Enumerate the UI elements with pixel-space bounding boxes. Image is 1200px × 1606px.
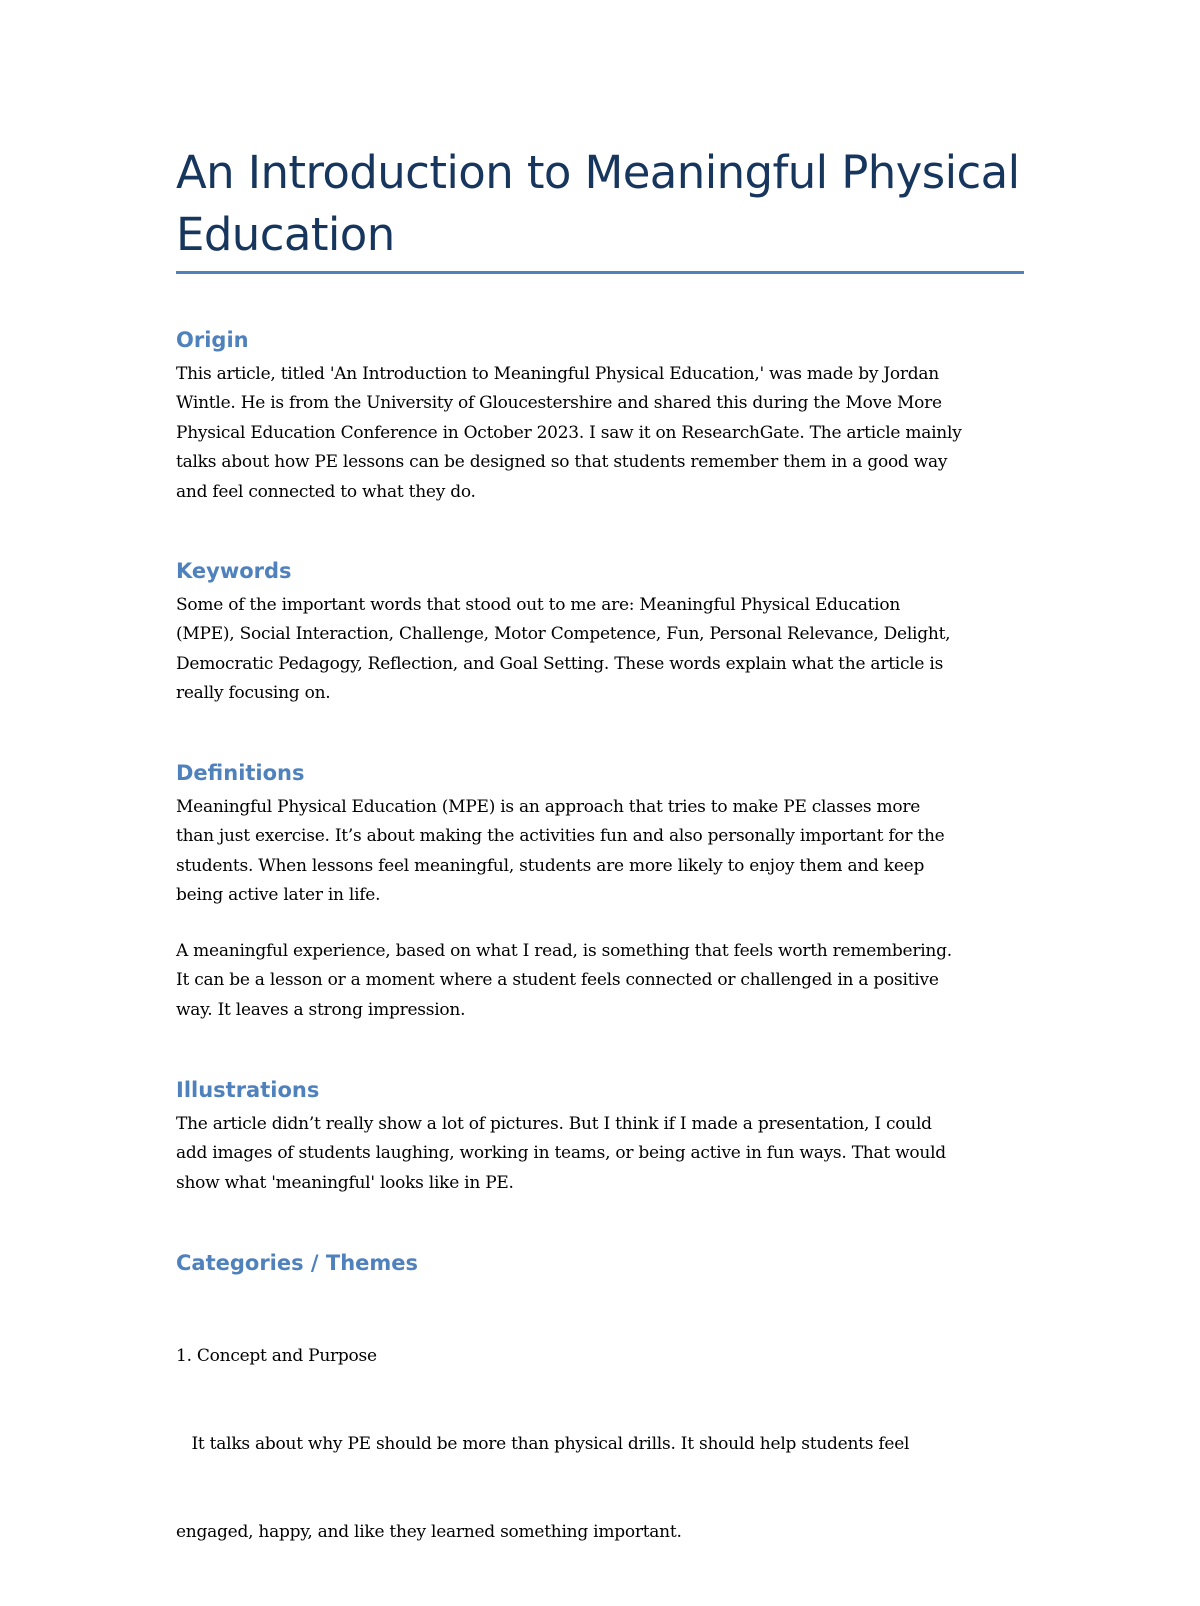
document-title: An Introduction to Meaningful Physical Education: [176, 146, 1020, 261]
origin-paragraph: [176, 360, 1036, 507]
section-heading-categories-themes: Categories / Themes: [176, 1251, 419, 1275]
text-line: talks about how PE lessons can be designed so that students remember them in a good way: [176, 452, 948, 473]
text-line: engaged, happy, and like they learned something important.: [176, 1522, 682, 1543]
keywords-paragraph: [176, 591, 1036, 709]
text-line: It can be a lesson or a moment where a student feels connected or challenged in a positive: [176, 970, 939, 991]
text-line: A meaningful experience, based on what I read, is something that feels worth remembering.: [176, 941, 952, 961]
text-line: Physical Education Conference in October 2023. I saw it on ResearchGate. The article mainly: [176, 422, 962, 443]
text-line: way. It leaves a strong impression.: [176, 999, 466, 1020]
text-line: Some of the important words that stood out to me are: Meaningful Physical Education: [176, 595, 901, 615]
definitions-paragraph-1: [176, 793, 1036, 911]
text-line: add images of students laughing, working in teams, or being active in fun ways. That would: [176, 1143, 946, 1164]
text-line: The article didn’t really show a lot of pictures. But I think if I made a presentation, I could: [176, 1114, 932, 1134]
text-line: Wintle. He is from the University of Gloucestershire and shared this during the Move More: [176, 393, 942, 414]
section-heading-definitions: Definitions: [176, 761, 305, 785]
text-line: than just exercise. It’s about making the activities fun and also personally important for the: [176, 826, 945, 847]
section-heading-illustrations: Illustrations: [176, 1078, 320, 1102]
text-line: Meaningful Physical Education (MPE) is an approach that tries to make PE classes more: [176, 797, 921, 817]
text-line: really focusing on.: [176, 683, 331, 704]
list-item-title: 1. Concept and Purpose: [176, 1345, 377, 1366]
categories-paragraph: [176, 1283, 1036, 1606]
section-heading-origin: Origin: [176, 328, 249, 352]
text-line: and feel connected to what they do.: [176, 481, 476, 502]
text-line: (MPE), Social Interaction, Challenge, Motor Competence, Fun, Personal Relevance, Delight,: [176, 624, 951, 645]
text-line: being active later in life.: [176, 885, 381, 906]
definitions-paragraph-2: [176, 937, 1036, 1025]
section-heading-keywords: Keywords: [176, 559, 292, 583]
illustrations-paragraph: [176, 1110, 1036, 1198]
text-line: students. When lessons feel meaningful, students are more likely to enjoy them and keep: [176, 855, 925, 876]
text-line: show what 'meaningful' looks like in PE.: [176, 1172, 514, 1193]
text-line: This article, titled 'An Introduction to Meaningful Physical Education,' was made by Jordan: [176, 364, 940, 384]
title-underline: [176, 271, 1024, 274]
text-line: Democratic Pedagogy, Reflection, and Goal Setting. These words explain what the article is: [176, 653, 944, 674]
text-line: It talks about why PE should be more than physical drills. It should help students feel: [176, 1434, 910, 1455]
